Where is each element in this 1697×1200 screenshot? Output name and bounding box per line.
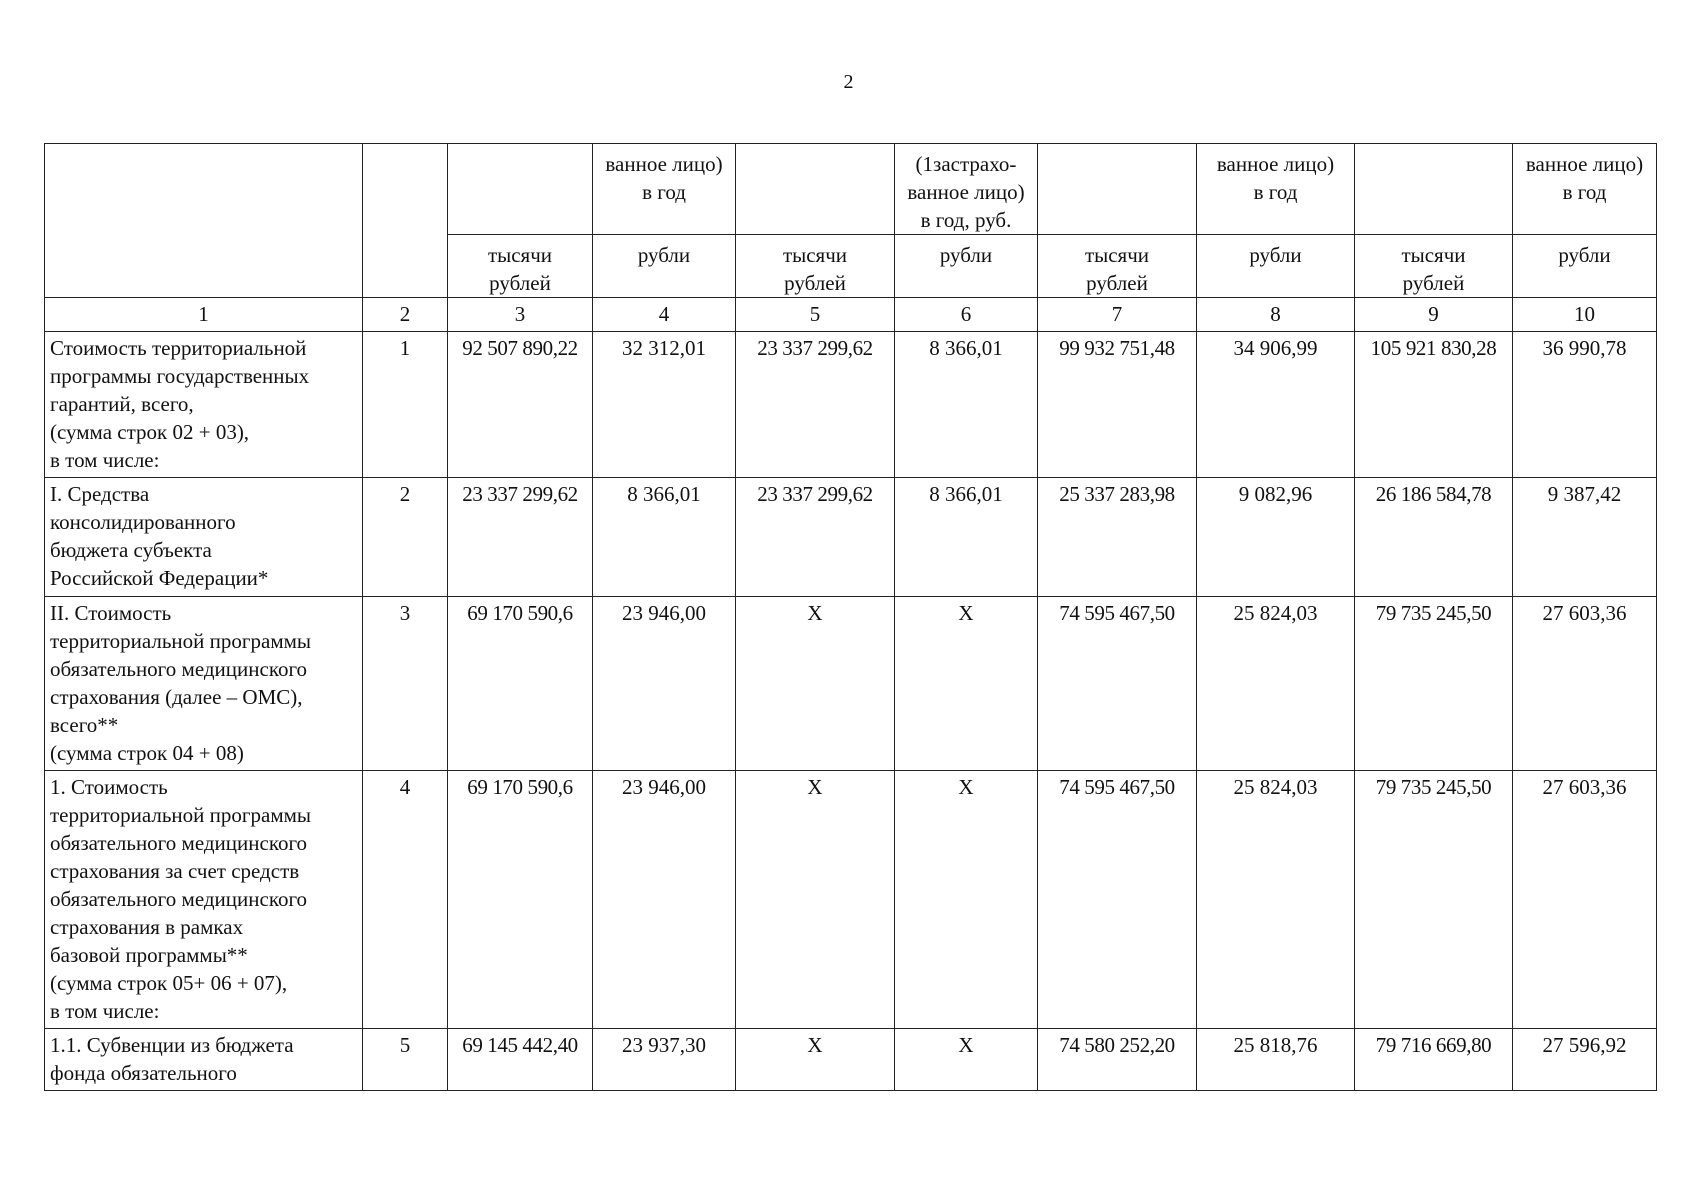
value-cell: 69 145 442,40: [448, 1029, 593, 1091]
unit-cell-col5: [736, 235, 895, 298]
row-name-cell: [45, 1029, 363, 1091]
column-number: 4: [593, 298, 736, 332]
row-name-line: страхования за счет средств: [50, 859, 300, 883]
unit-cell-col8: рубли: [1197, 235, 1355, 298]
header-cell-col7: [1038, 144, 1197, 235]
value-cell: 25 337 283,98: [1038, 478, 1197, 597]
header-cell-col4: [593, 144, 736, 235]
column-number: 2: [363, 298, 448, 332]
unit-cell-col6: рубли: [895, 235, 1038, 298]
table-row: [45, 332, 1657, 478]
row-line-number: 1: [363, 332, 448, 478]
value-cell: X: [736, 1029, 895, 1091]
row-name-line: страхования в рамках: [50, 915, 244, 939]
value-cell: 25 824,03: [1197, 771, 1355, 1029]
column-number: 3: [448, 298, 593, 332]
row-name-line: Стоимость территориальной: [50, 336, 307, 360]
header-text: в год: [1253, 180, 1298, 204]
value-cell: X: [895, 1029, 1038, 1091]
row-name-line: (сумма строк 04 + 08): [50, 741, 244, 765]
unit-text: рублей: [1402, 271, 1465, 295]
budget-table: [44, 143, 1657, 1091]
column-number: 7: [1038, 298, 1197, 332]
value-cell: 27 603,36: [1513, 771, 1657, 1029]
value-cell: X: [736, 597, 895, 771]
unit-text: тысячи: [487, 243, 553, 267]
value-cell: 69 170 590,6: [448, 597, 593, 771]
value-cell: 26 186 584,78: [1355, 478, 1513, 597]
value-cell: 23 337 299,62: [448, 478, 593, 597]
value-cell: 79 735 245,50: [1355, 771, 1513, 1029]
column-number: 10: [1513, 298, 1657, 332]
table-row: [45, 597, 1657, 771]
value-cell: 105 921 830,28: [1355, 332, 1513, 478]
row-name-line: (сумма строк 02 + 03),: [50, 420, 250, 444]
value-cell: 23 946,00: [593, 597, 736, 771]
header-text: (1застрахо-: [915, 152, 1017, 176]
row-line-number: 3: [363, 597, 448, 771]
value-cell: X: [895, 597, 1038, 771]
unit-text: тысячи: [1401, 243, 1466, 267]
value-cell: 23 937,30: [593, 1029, 736, 1091]
value-cell: 8 366,01: [593, 478, 736, 597]
row-name-line: программы государственных: [50, 364, 310, 388]
row-name-line: (сумма строк 05+ 06 + 07),: [50, 971, 288, 995]
value-cell: 79 716 669,80: [1355, 1029, 1513, 1091]
unit-cell-col9: [1355, 235, 1513, 298]
row-name-line: обязательного медицинского: [50, 831, 308, 855]
row-name-line: в том числе:: [50, 999, 160, 1023]
header-row: [45, 144, 1657, 235]
unit-text: рублей: [1086, 271, 1148, 295]
row-name-line: базовой программы**: [50, 943, 248, 967]
header-cell-col9: [1355, 144, 1513, 235]
unit-cell-col10: рубли: [1513, 235, 1657, 298]
value-cell: 74 580 252,20: [1038, 1029, 1197, 1091]
value-cell: 79 735 245,50: [1355, 597, 1513, 771]
row-name-line: 1. Стоимость: [50, 775, 168, 799]
unit-text: тысячи: [1084, 243, 1150, 267]
row-name-line: II. Стоимость: [50, 601, 172, 625]
row-line-number: 2: [363, 478, 448, 597]
column-number: 8: [1197, 298, 1355, 332]
value-cell: 74 595 467,50: [1038, 597, 1197, 771]
row-name-line: обязательного медицинского: [50, 887, 308, 911]
header-cell-col3: [448, 144, 593, 235]
header-text: ванное лицо): [605, 152, 723, 176]
value-cell: 9 082,96: [1197, 478, 1355, 597]
value-cell: 74 595 467,50: [1038, 771, 1197, 1029]
row-name-line: гарантий, всего,: [50, 392, 194, 416]
header-text: в год: [642, 180, 686, 204]
value-cell: X: [736, 771, 895, 1029]
unit-cell-col3: [448, 235, 593, 298]
value-cell: 9 387,42: [1513, 478, 1657, 597]
row-line-number: 4: [363, 771, 448, 1029]
value-cell: 92 507 890,22: [448, 332, 593, 478]
header-cell-col8: [1197, 144, 1355, 235]
row-name-line: Российской Федерации*: [50, 566, 269, 590]
column-number: 1: [45, 298, 363, 332]
unit-text: тысячи: [782, 243, 848, 267]
header-text: ванное лицо): [1216, 152, 1335, 176]
page-number: 2: [843, 71, 854, 93]
column-number: 9: [1355, 298, 1513, 332]
row-line-number: 5: [363, 1029, 448, 1091]
value-cell: 32 312,01: [593, 332, 736, 478]
row-name-line: территориальной программы: [50, 629, 312, 653]
header-cell-name: [45, 144, 363, 298]
value-cell: 25 818,76: [1197, 1029, 1355, 1091]
header-text: ванное лицо): [907, 180, 1025, 204]
value-cell: 23 337 299,62: [736, 478, 895, 597]
column-numbers-row: [45, 298, 1657, 332]
value-cell: 27 596,92: [1513, 1029, 1657, 1091]
unit-cell-col7: [1038, 235, 1197, 298]
table-row: [45, 478, 1657, 597]
row-name-cell: [45, 332, 363, 478]
header-cell-line: [363, 144, 448, 298]
row-name-line: обязательного медицинского: [50, 657, 308, 681]
value-cell: 69 170 590,6: [448, 771, 593, 1029]
row-name-line: 1.1. Субвенции из бюджета: [50, 1033, 294, 1057]
value-cell: 23 946,00: [593, 771, 736, 1029]
value-cell: 25 824,03: [1197, 597, 1355, 771]
row-name-cell: [45, 771, 363, 1029]
value-cell: 23 337 299,62: [736, 332, 895, 478]
header-text: ванное лицо): [1525, 152, 1644, 176]
value-cell: 8 366,01: [895, 478, 1038, 597]
table-row: [45, 1029, 1657, 1091]
row-name-line: в том числе:: [50, 448, 160, 472]
row-name-line: фонда обязательного: [50, 1061, 237, 1085]
header-text: в год: [1562, 180, 1607, 204]
unit-text: рублей: [784, 271, 846, 295]
header-text: в год, руб.: [920, 208, 1012, 232]
header-cell-col6: [895, 144, 1038, 235]
header-cell-col5: [736, 144, 895, 235]
value-cell: X: [895, 771, 1038, 1029]
value-cell: 8 366,01: [895, 332, 1038, 478]
value-cell: 36 990,78: [1513, 332, 1657, 478]
row-name-line: I. Средства: [50, 482, 150, 506]
value-cell: 27 603,36: [1513, 597, 1657, 771]
column-number: 5: [736, 298, 895, 332]
row-name-line: территориальной программы: [50, 803, 312, 827]
row-name-cell: [45, 478, 363, 597]
row-name-line: бюджета субъекта: [50, 538, 212, 562]
row-name-line: всего**: [50, 713, 119, 737]
value-cell: 99 932 751,48: [1038, 332, 1197, 478]
row-name-line: страхования (далее – ОМС),: [50, 685, 303, 709]
column-number: 6: [895, 298, 1038, 332]
table-row: [45, 771, 1657, 1029]
header-cell-col10: [1513, 144, 1657, 235]
row-name-line: консолидированного: [50, 510, 236, 534]
row-name-cell: [45, 597, 363, 771]
value-cell: 34 906,99: [1197, 332, 1355, 478]
unit-cell-col4: рубли: [593, 235, 736, 298]
unit-text: рублей: [489, 271, 551, 295]
